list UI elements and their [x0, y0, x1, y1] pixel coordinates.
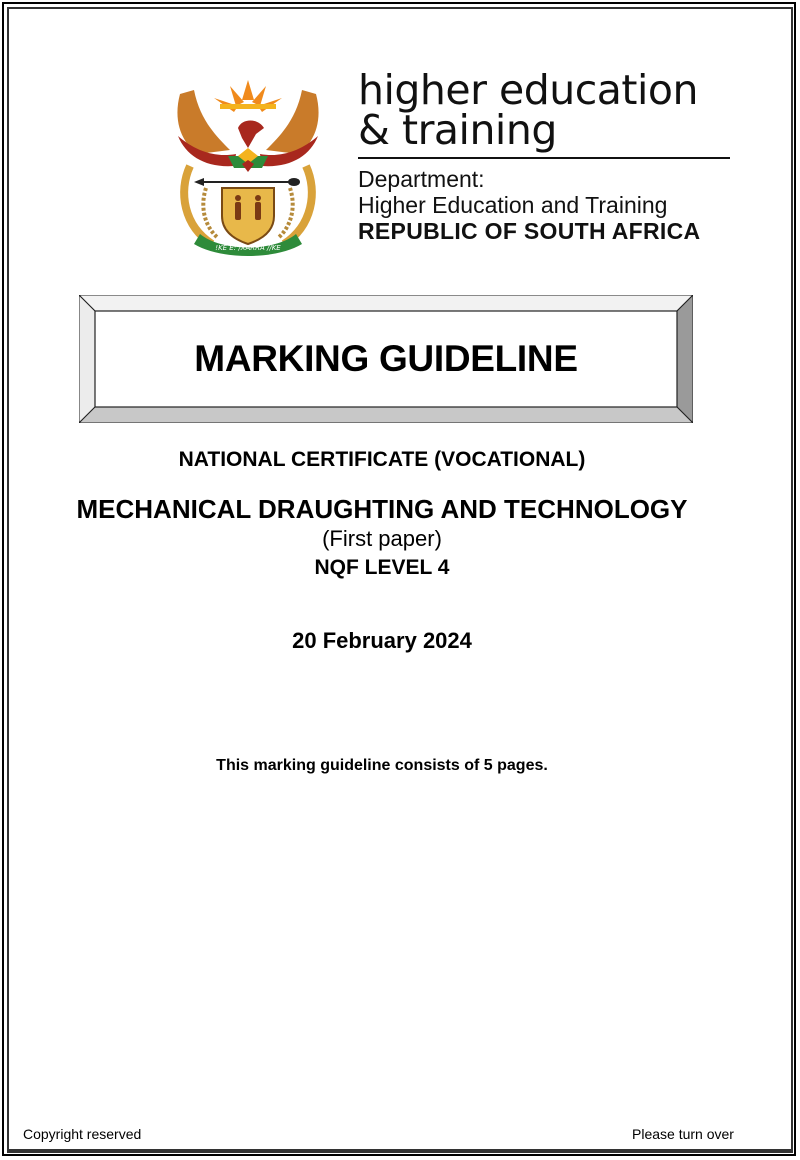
exam-date: 20 February 2024 — [292, 628, 472, 653]
department-block — [358, 166, 700, 244]
turn-over-notice: Please turn over — [632, 1126, 734, 1142]
crest-motto: !KE E: /XARRA //KE — [215, 244, 281, 252]
page-count-note: This marking guideline consists of 5 pages. — [216, 757, 548, 774]
department-name: Higher Education and Training — [358, 192, 668, 218]
logo-line-2: & training — [358, 106, 557, 154]
certificate-name: NATIONAL CERTIFICATE (VOCATIONAL) — [178, 448, 586, 471]
footer-divider — [9, 1149, 791, 1151]
logo-line-1: higher education — [358, 66, 698, 114]
nqf-level: NQF LEVEL 4 — [314, 556, 450, 579]
department-logo-text — [358, 66, 738, 154]
department-label: Department: — [358, 166, 485, 192]
paper-number: (First paper) — [322, 526, 442, 551]
subject-name: MECHANICAL DRAUGHTING AND TECHNOLOGY — [76, 494, 688, 524]
coat-of-arms-icon — [172, 76, 324, 256]
country-name: REPUBLIC OF SOUTH AFRICA — [358, 218, 701, 244]
copyright-notice: Copyright reserved — [23, 1126, 142, 1142]
logo-divider — [358, 157, 730, 159]
document-title: MARKING GUIDELINE — [194, 338, 578, 379]
